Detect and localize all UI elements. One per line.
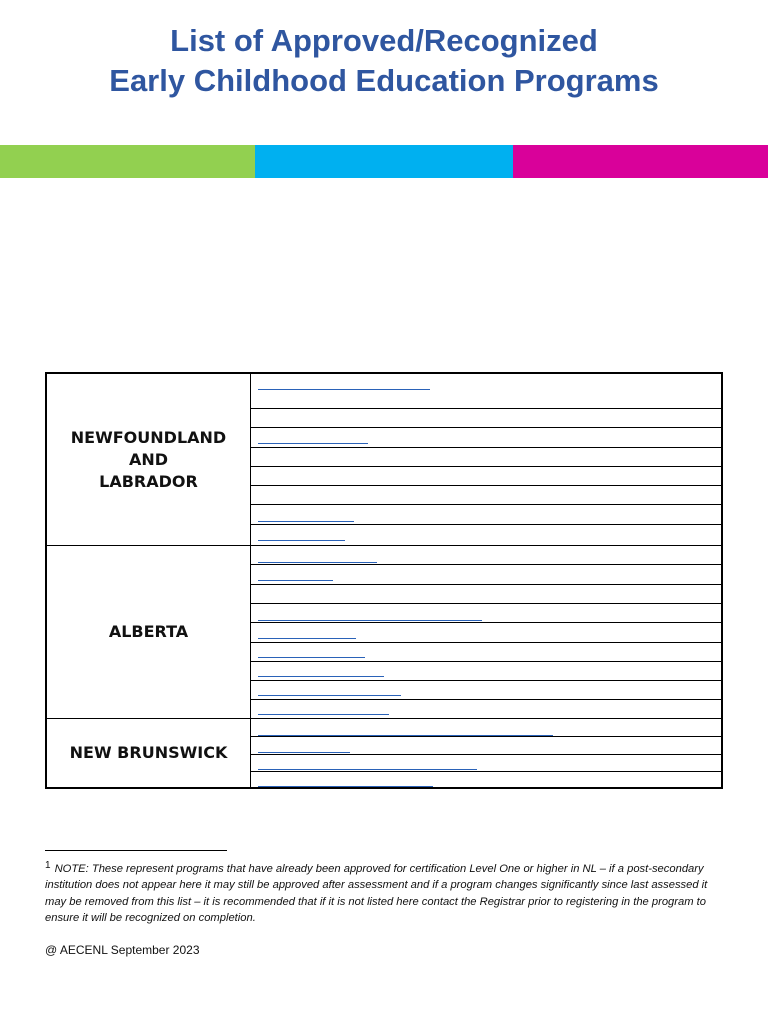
programs-table: [45, 372, 723, 789]
row-divider: [251, 622, 721, 623]
province-cell-new-brunswick: [47, 719, 251, 787]
copyright-notice: @ AECENL September 2023: [45, 943, 200, 957]
row-divider: [251, 408, 721, 409]
footnote-text: NOTE: These represent programs that have already been approved for certification Level One or higher in NL – if a post-secondary institution does not appear here it may still be approved after assessment and if a program changes significantly since last assessed it may be removed from this list – it is recommended that if it is not listed here contact the Registrar prior to registering in the program to ensure it will be recognized on completion.: [45, 863, 708, 924]
program-link[interactable]: [258, 562, 377, 563]
row-divider: [251, 524, 721, 525]
column-divider: [250, 374, 251, 787]
row-divider: [251, 485, 721, 486]
row-divider: [251, 680, 721, 681]
section-divider: [47, 545, 721, 546]
program-link[interactable]: [258, 695, 401, 696]
row-divider: [251, 736, 721, 737]
program-link[interactable]: [258, 521, 354, 522]
row-divider: [251, 661, 721, 662]
title-line-1: List of Approved/Recognized: [170, 23, 598, 58]
program-link[interactable]: [258, 735, 553, 736]
row-divider: [251, 504, 721, 505]
color-stripe-blue: [255, 145, 513, 178]
row-divider: [251, 642, 721, 643]
page-title: [0, 21, 768, 101]
province-cell-alberta: [47, 546, 251, 718]
color-stripe-green: [0, 145, 255, 178]
province-label: ALBERTA: [108, 622, 189, 641]
program-link[interactable]: [258, 389, 430, 390]
row-divider: [251, 584, 721, 585]
province-label: NEW BRUNSWICK: [69, 743, 228, 762]
footnote: [45, 858, 729, 926]
province-label: NEWFOUNDLAND AND LABRADOR: [70, 427, 227, 491]
program-link[interactable]: [258, 657, 365, 658]
program-link[interactable]: [258, 769, 477, 770]
row-divider: [251, 603, 721, 604]
program-link[interactable]: [258, 443, 368, 444]
row-divider: [251, 564, 721, 565]
program-link[interactable]: [258, 752, 350, 753]
program-link[interactable]: [258, 676, 384, 677]
row-divider: [251, 427, 721, 428]
program-link[interactable]: [258, 540, 345, 541]
row-divider: [251, 754, 721, 755]
program-link[interactable]: [258, 714, 389, 715]
row-divider: [251, 699, 721, 700]
footnote-marker: 1: [45, 860, 51, 871]
program-link[interactable]: [258, 620, 482, 621]
footnote-rule: [45, 850, 227, 851]
section-divider: [47, 718, 721, 719]
province-cell-newfoundland-and-labrador: [47, 374, 251, 545]
row-divider: [251, 447, 721, 448]
program-link[interactable]: [258, 638, 356, 639]
row-divider: [251, 771, 721, 772]
row-divider: [251, 466, 721, 467]
title-line-2: Early Childhood Education Programs: [109, 63, 659, 98]
program-link[interactable]: [258, 580, 333, 581]
color-stripe-magenta: [513, 145, 768, 178]
program-link[interactable]: [258, 786, 433, 787]
